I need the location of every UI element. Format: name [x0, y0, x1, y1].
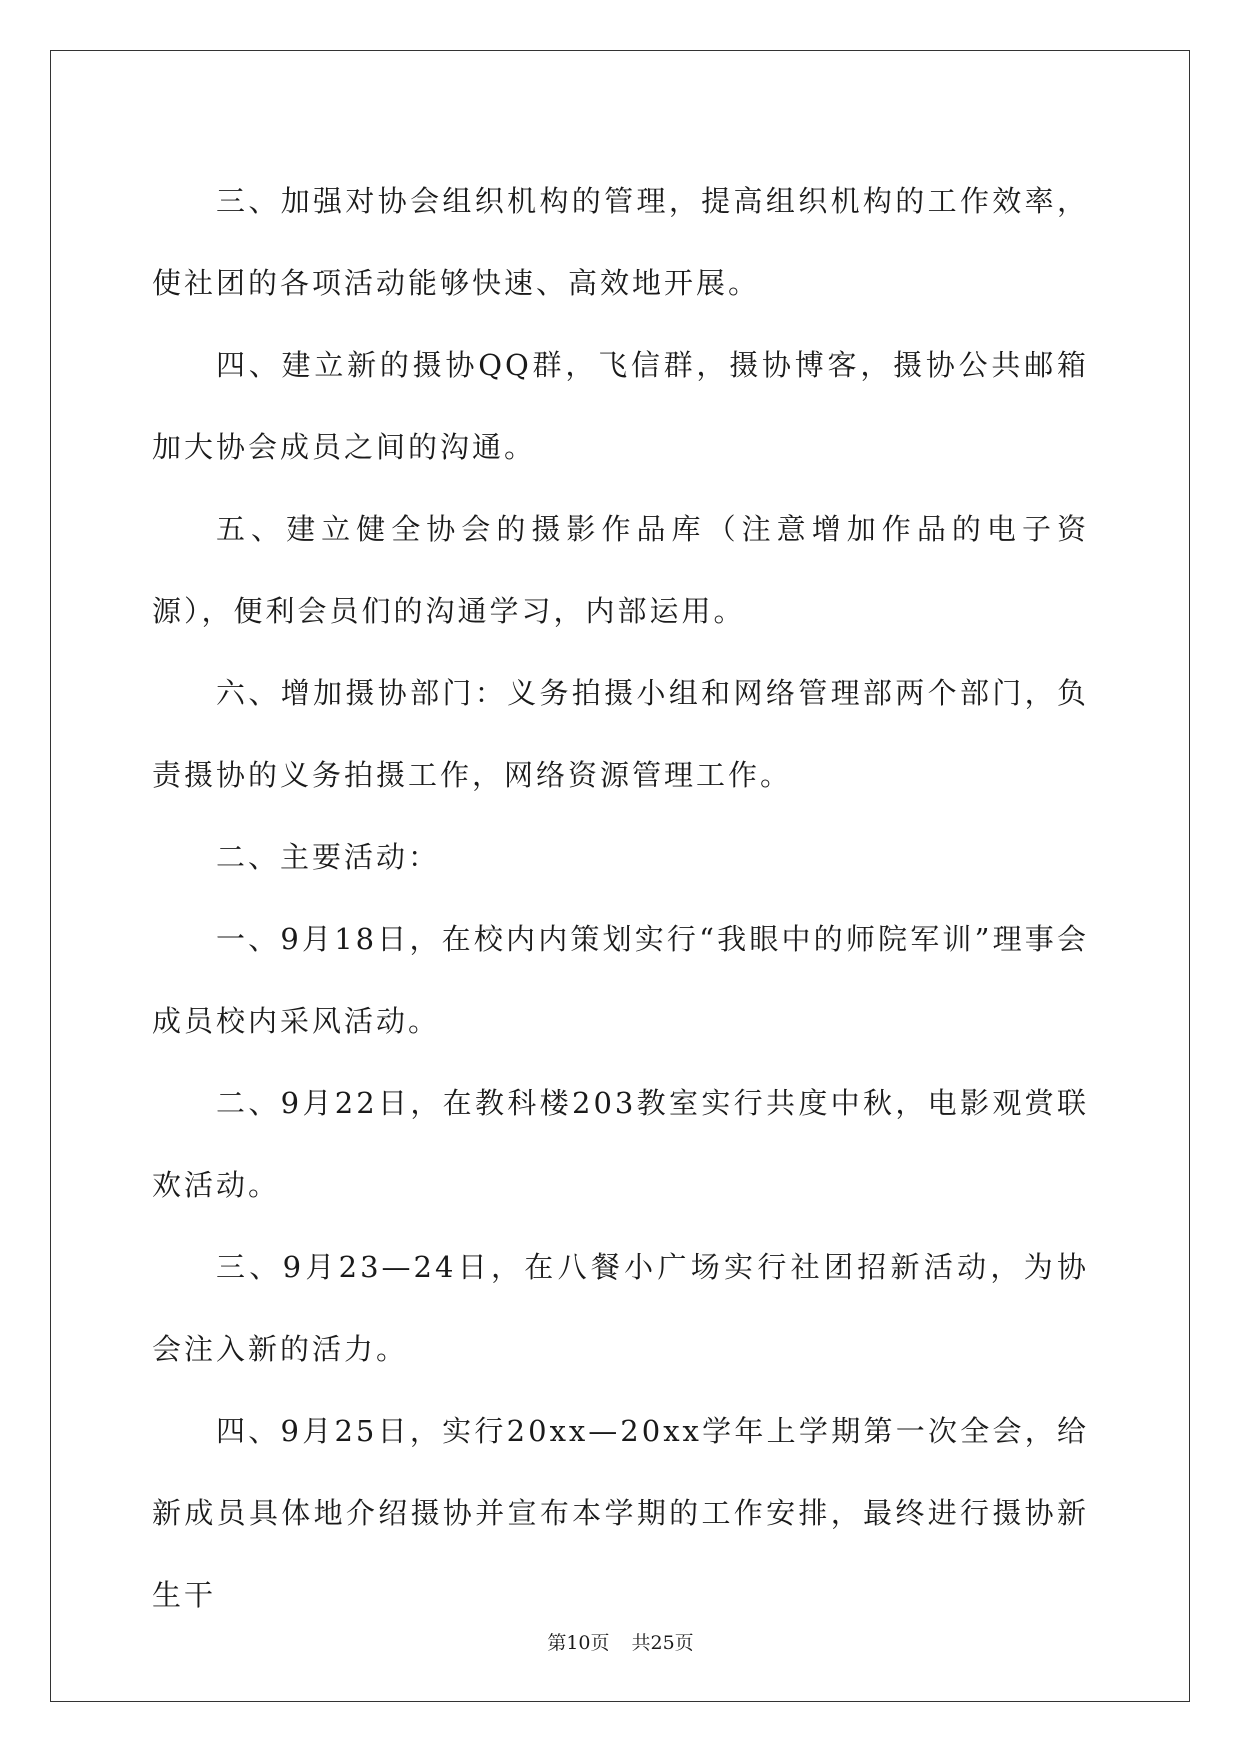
paragraph: 六、增加摄协部门：义务拍摄小组和网络管理部两个部门，负责摄协的义务拍摄工作，网络资源管理工作。: [152, 676, 1089, 792]
section-heading: 二、主要活动：: [216, 840, 441, 874]
paragraph: 四、建立新的摄协QQ群，飞信群，摄协博客，摄协公共邮箱加大协会成员之间的沟通。: [152, 348, 1089, 464]
page-number: 第10页: [547, 1632, 610, 1654]
paragraph: 三、加强对协会组织机构的管理，提高组织机构的工作效率，使社团的各项活动能够快速、高效地开展。: [152, 184, 1089, 300]
paragraph: 三、9月23—24日，在八餐小广场实行社团招新活动，为协会注入新的活力。: [152, 1250, 1089, 1366]
page-total: 共25页: [631, 1632, 694, 1654]
document-body: [152, 160, 1089, 1636]
paragraph: 一、9月18日，在校内内策划实行“我眼中的师院军训”理事会成员校内采风活动。: [152, 922, 1089, 1038]
paragraph: 四、9月25日，实行20xx—20xx学年上学期第一次全会，给新成员具体地介绍摄协并宣布本学期的工作安排，最终进行摄协新生干: [152, 1414, 1089, 1612]
page-footer: [0, 1628, 1241, 1655]
paragraph: 五、建立健全协会的摄影作品库（注意增加作品的电子资源），便利会员们的沟通学习，内部运用。: [152, 512, 1089, 628]
paragraph: 二、9月22日，在教科楼203教室实行共度中秋，电影观赏联欢活动。: [152, 1086, 1089, 1202]
